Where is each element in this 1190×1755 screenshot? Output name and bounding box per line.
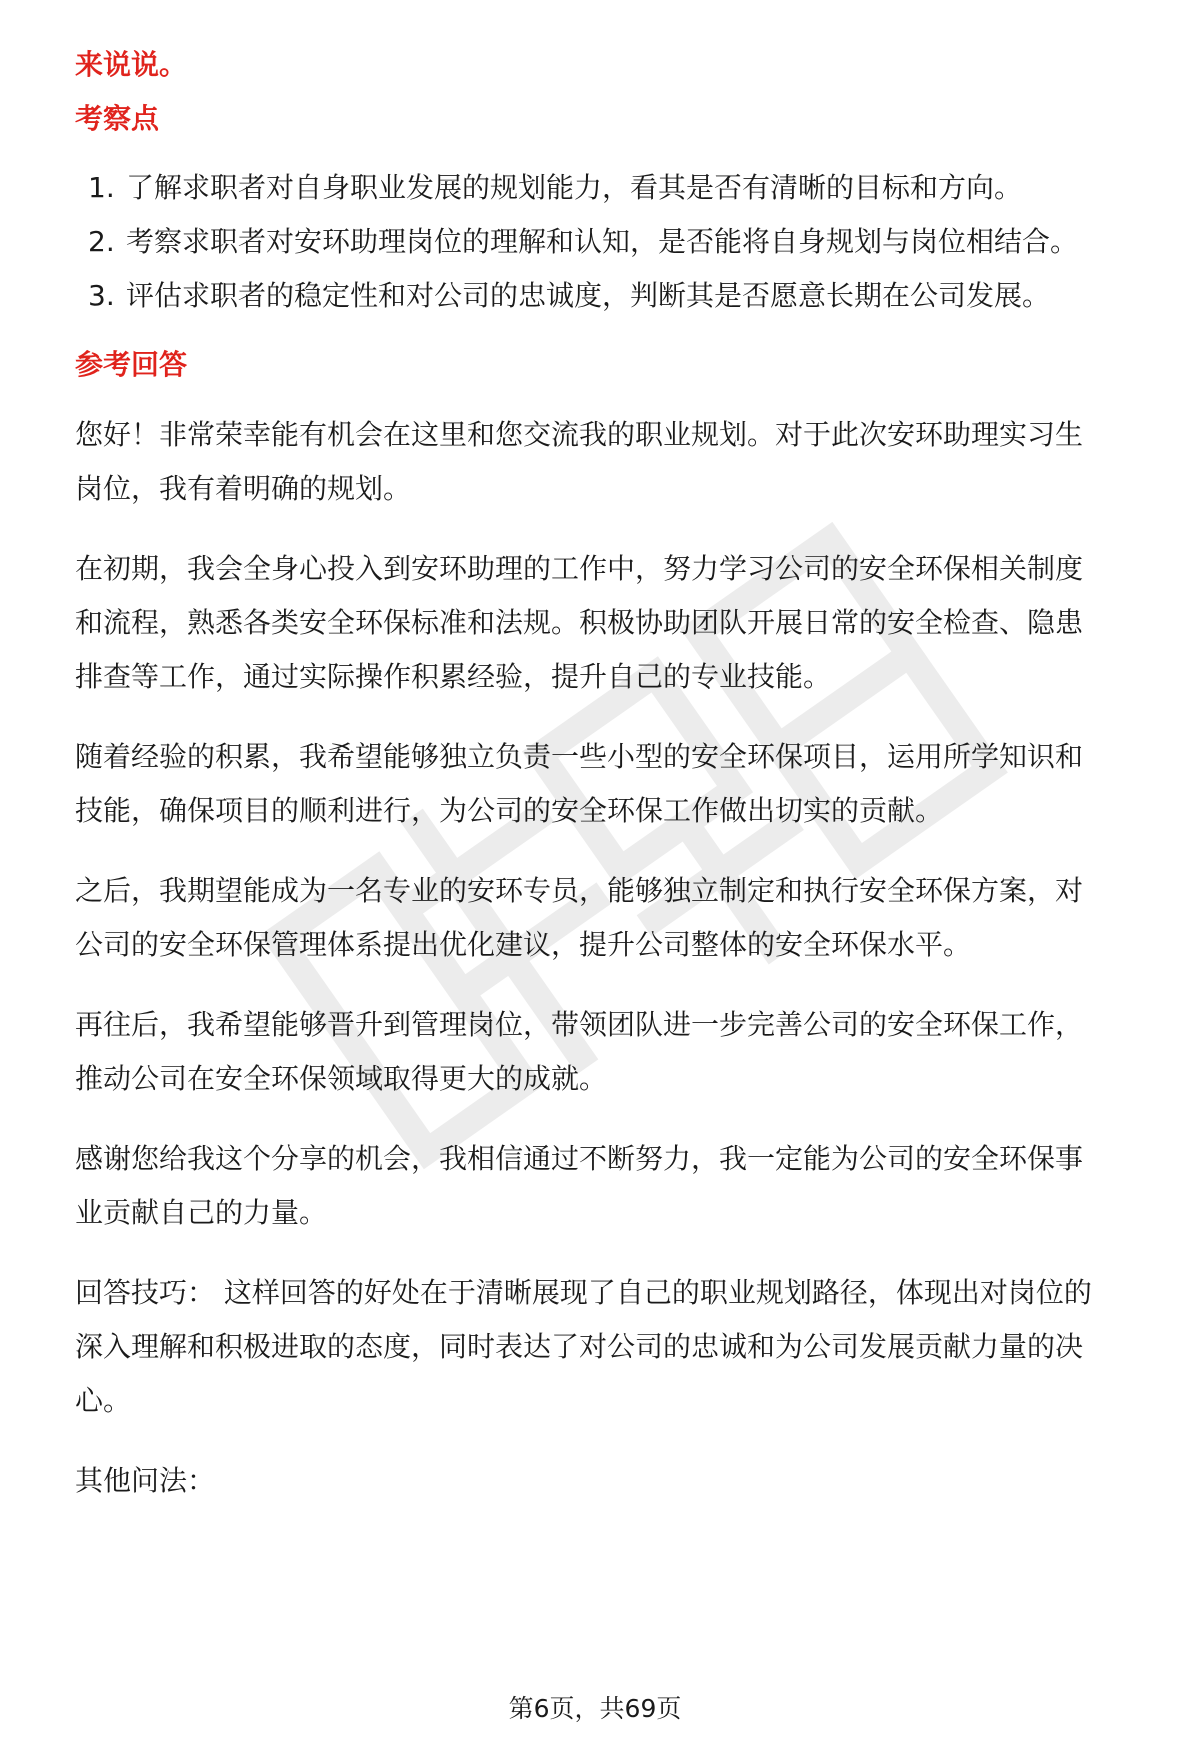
reference-answer-heading: 参考回答 xyxy=(75,348,188,381)
paragraph-line: 岗位，我有着明确的规划。 xyxy=(75,472,412,505)
paragraph-line: 再往后，我希望能够晋升到管理岗位，带领团队进一步完善公司的安全环保工作， xyxy=(75,1008,1084,1041)
paragraph-line: 业贡献自己的力量。 xyxy=(75,1196,328,1229)
paragraph-line: 回答技巧： 这样回答的好处在于清晰展现了自己的职业规划路径，体现出对岗位的 xyxy=(75,1276,1092,1309)
list-number: 3. xyxy=(88,279,115,312)
paragraph-line: 在初期，我会全身心投入到安环助理的工作中，努力学习公司的安全环保相关制度 xyxy=(75,552,1084,585)
list-text: 评估求职者的稳定性和对公司的忠诚度，判断其是否愿意长期在公司发展。 xyxy=(126,279,1051,312)
paragraph-line: 公司的安全环保管理体系提出优化建议，提升公司整体的安全环保水平。 xyxy=(75,928,972,961)
paragraph-line: 随着经验的积累，我希望能够独立负责一些小型的安全环保项目，运用所学知识和 xyxy=(75,740,1084,773)
paragraph-line: 感谢您给我这个分享的机会，我相信通过不断努力，我一定能为公司的安全环保事 xyxy=(75,1142,1084,1175)
list-text: 考察求职者对安环助理岗位的理解和认知，是否能将自身规划与岗位相结合。 xyxy=(126,225,1079,258)
other-questions-label: 其他问法： xyxy=(75,1464,216,1497)
paragraph-line: 推动公司在安全环保领域取得更大的成就。 xyxy=(75,1062,608,1095)
exam-points-heading: 考察点 xyxy=(75,102,160,135)
exam-point-item xyxy=(88,170,1022,206)
paragraph-line: 和流程，熟悉各类安全环保标准和法规。积极协助团队开展日常的安全检查、隐患 xyxy=(75,606,1084,639)
list-number: 1. xyxy=(88,171,115,204)
paragraph-line: 心。 xyxy=(75,1384,132,1417)
exam-point-item xyxy=(88,224,1078,260)
paragraph-line: 技能，确保项目的顺利进行，为公司的安全环保工作做出切实的贡献。 xyxy=(75,794,944,827)
exam-point-item xyxy=(88,278,1050,314)
list-number: 2. xyxy=(88,225,115,258)
page-footer: 第6页，共69页 xyxy=(508,1694,682,1723)
list-text: 了解求职者对自身职业发展的规划能力，看其是否有清晰的目标和方向。 xyxy=(126,171,1023,204)
section-intro-tail: 来说说。 xyxy=(75,48,188,81)
paragraph-line: 之后，我期望能成为一名专业的安环专员，能够独立制定和执行安全环保方案，对 xyxy=(75,874,1084,907)
paragraph-line: 深入理解和积极进取的态度，同时表达了对公司的忠诚和为公司发展贡献力量的决 xyxy=(75,1330,1084,1363)
paragraph-line: 您好！非常荣幸能有机会在这里和您交流我的职业规划。对于此次安环助理实习生 xyxy=(75,418,1084,451)
paragraph-line: 排查等工作，通过实际操作积累经验，提升自己的专业技能。 xyxy=(75,660,832,693)
